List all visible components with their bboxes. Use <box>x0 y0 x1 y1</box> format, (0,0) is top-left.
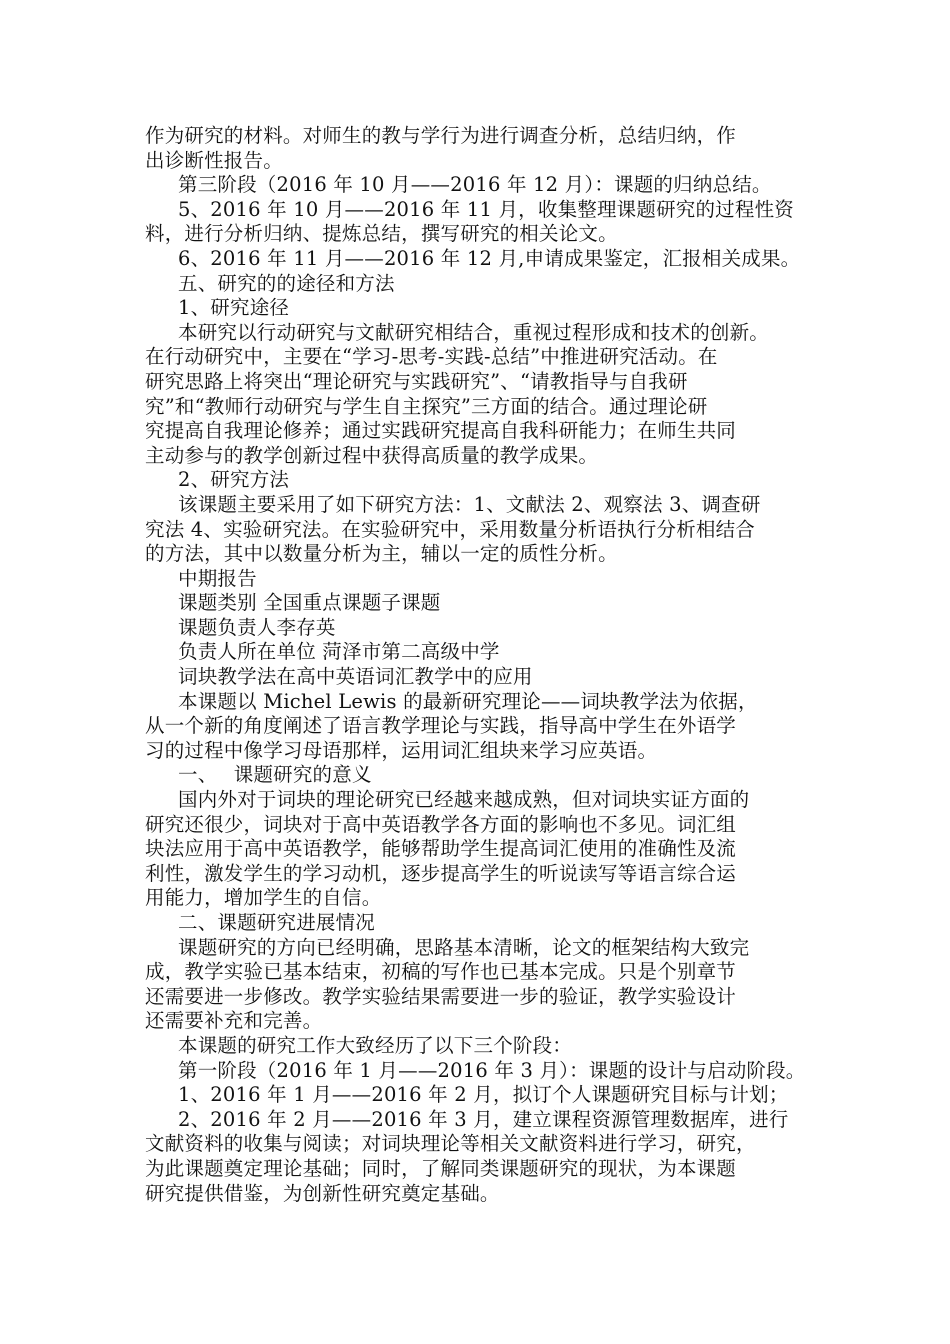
text-line: 2、2016 年 2 月——2016 年 3 月，建立课程资源管理数据库，进行 <box>178 1107 789 1131</box>
text-line: 在行动研究中，主要在“学习-思考-实践-总结”中推进研究活动。在 <box>145 345 718 369</box>
text-line: 作为研究的材料。对师生的教与学行为进行调查分析，总结归纳，作 <box>145 124 737 147</box>
text-line: 为此课题奠定理论基础；同时，了解同类课题研究的现状，为本课题 <box>145 1156 737 1180</box>
text-line: 课题类别 全国重点课题子课题 <box>178 591 441 615</box>
text-line: 2、研究方法 <box>178 468 290 492</box>
text-line: 文献资料的收集与阅读；对词块理论等相关文献资料进行学习，研究， <box>145 1132 756 1156</box>
text-line: 1、2016 年 1 月——2016 年 2 月，拟订个人课题研究目标与计划； <box>178 1083 789 1107</box>
text-line: 研究还很少，词块对于高中英语教学各方面的影响也不多见。词汇组 <box>145 812 737 836</box>
text-line: 5、2016 年 10 月——2016 年 11 月，收集整理课题研究的过程性资 <box>178 197 794 221</box>
text-line: 词块教学法在高中英语词汇教学中的应用 <box>178 665 533 689</box>
text-line: 本课题以 Michel Lewis 的最新研究理论——词块教学法为依据， <box>178 689 758 713</box>
text-line: 究提高自我理论修养；通过实践研究提高自我科研能力；在师生共同 <box>145 419 737 443</box>
text-line: 国内外对于词块的理论研究已经越来越成熟，但对词块实证方面的 <box>178 788 750 812</box>
text-line: 从一个新的角度阐述了语言教学理论与实践，指导高中学生在外语学 <box>145 714 737 738</box>
text-line: 课题负责人李存英 <box>178 615 336 639</box>
text-line: 负责人所在单位 菏泽市第二高级中学 <box>178 640 500 664</box>
text-line: 习的过程中像学习母语那样，运用词汇组块来学习应英语。 <box>145 738 658 762</box>
text-line: 究”和“教师行动研究与学生自主探究”三方面的结合。通过理论研 <box>145 394 708 418</box>
text-line: 课题研究的方向已经明确，思路基本清晰，论文的框架结构大致完 <box>178 935 750 959</box>
text-line: 6、2016 年 11 月——2016 年 12 月,申请成果鉴定，汇报相关成果。 <box>178 246 801 270</box>
text-line: 的方法，其中以数量分析为主，辅以一定的质性分析。 <box>145 542 618 566</box>
text-line: 还需要补充和完善。 <box>145 1009 323 1033</box>
text-line: 五、研究的的途径和方法 <box>178 271 395 295</box>
text-line: 料，进行分析归纳、提炼总结，撰写研究的相关论文。 <box>145 222 618 246</box>
text-line: 中期报告 <box>178 566 257 590</box>
text-line: 本研究以行动研究与文献研究相结合，重视过程形成和技术的创新。 <box>178 320 770 344</box>
text-line: 出诊断性报告。 <box>145 148 283 172</box>
text-line: 本课题的研究工作大致经历了以下三个阶段： <box>178 1033 573 1057</box>
text-line: 第三阶段（2016 年 10 月——2016 年 12 月）：课题的归纳总结。 <box>178 173 772 197</box>
text-line: 块法应用于高中英语教学，能够帮助学生提高词汇使用的准确性及流 <box>145 837 737 861</box>
text-line: 成，教学实验已基本结束，初稿的写作也已基本完成。只是个别章节 <box>145 960 737 984</box>
text-line: 究法 4、实验研究法。在实验研究中，采用数量分析语执行分析相结合 <box>145 517 756 541</box>
text-line: 用能力，增加学生的自信。 <box>145 886 382 910</box>
text-line: 二、课题研究进展情况 <box>178 911 376 934</box>
text-line: 研究提供借鉴，为创新性研究奠定基础。 <box>145 1181 500 1205</box>
text-line: 主动参与的教学创新过程中获得高质量的教学成果。 <box>145 443 599 467</box>
text-line: 1、研究途径 <box>178 296 290 320</box>
text-line: 该课题主要采用了如下研究方法：1、文献法 2、观察法 3、调查研 <box>178 492 761 516</box>
text-line: 第一阶段（2016 年 1 月——2016 年 3 月）：课题的设计与启动阶段。 <box>178 1058 806 1082</box>
text-line: 研究思路上将突出“理论研究与实践研究”、“请教指导与自我研 <box>145 369 688 393</box>
document-page <box>145 124 825 1206</box>
text-line: 利性，激发学生的学习动机，逐步提高学生的听说读写等语言综合运 <box>145 861 737 885</box>
text-line: 一、 课题研究的意义 <box>178 763 372 787</box>
text-line: 还需要进一步修改。教学实验结果需要进一步的验证，教学实验设计 <box>145 984 737 1008</box>
